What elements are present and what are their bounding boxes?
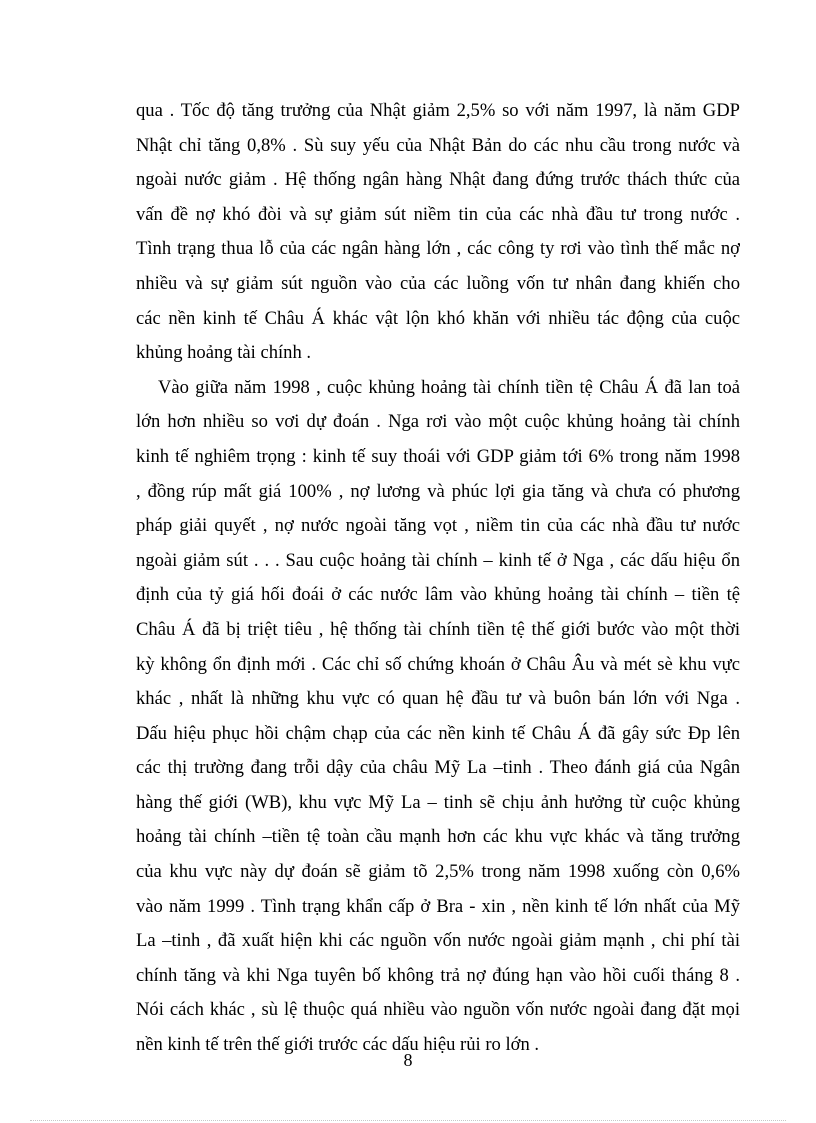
text-line: vào năm 1999 . Tình trạng khẩn cấp ở Bra - xin , nền kinh tế lớn nhất của Mỹ xyxy=(136,895,740,917)
text-line: khủng hoảng tài chính . xyxy=(136,342,312,364)
paragraph-1 xyxy=(136,94,740,371)
text-line: La –tinh , đã xuất hiện khi các nguồn vốn nước ngoài giảm mạnh , chi phí tài xyxy=(136,930,740,952)
text-line: nền kinh tế trên thế giới trước các dấu hiệu rủi ro lớn . xyxy=(136,1034,540,1056)
text-line: khác , nhất là những khu vực có quan hệ đầu tư và buôn bán lớn với Nga . xyxy=(136,688,740,710)
text-line: ngoài nước giảm . Hệ thống ngân hàng Nhật đang đứng trước thách thức của xyxy=(136,169,740,191)
body-text xyxy=(136,94,740,1063)
text-line: Châu Á đã bị triệt tiêu , hệ thống tài chính tiền tệ thế giới bước vào một thời xyxy=(136,618,740,640)
text-line: Nói cách khác , sù lệ thuộc quá nhiều vào nguồn vốn nước ngoài đang đặt mọi xyxy=(136,999,740,1021)
text-line: chính tăng và khi Nga tuyên bố không trả nợ đúng hạn vào hồi cuối tháng 8 . xyxy=(136,964,740,986)
text-line: hàng thế giới (WB), khu vực Mỹ La – tinh sẽ chịu ảnh hưởng từ cuộc khủng xyxy=(136,791,740,813)
text-line: Nhật chỉ tăng 0,8% . Sù suy yếu của Nhật Bản do các nhu cầu trong nước và xyxy=(136,134,740,156)
text-line: lớn hơn nhiều so vơi dự đoán . Nga rơi vào một cuộc khủng hoảng tài chính xyxy=(136,411,740,433)
text-line: , đồng rúp mất giá 100% , nợ lương và phúc lợi gia tăng và chưa có phương xyxy=(136,480,740,502)
text-line: Vào giữa năm 1998 , cuộc khủng hoảng tài chính tiền tệ Châu Á đã lan toả xyxy=(158,376,740,398)
text-line: các thị trường đang trỗi dậy của châu Mỹ La –tinh . Theo đánh giá của Ngân xyxy=(136,757,740,779)
text-line: vấn đề nợ khó đòi và sự giảm sút niềm tin của các nhà đầu tư trong nước . xyxy=(136,203,740,225)
text-line: pháp giải quyết , nợ nước ngoài tăng vọt , niềm tin của các nhà đầu tư nước xyxy=(136,515,740,537)
text-line: Dấu hiệu phục hồi chậm chạp của các nền kinh tế Châu Á đã gây sức Ðp lên xyxy=(136,722,740,744)
text-line: Tình trạng thua lỗ của các ngân hàng lớn , các công ty rơi vào tình thế mắc nợ xyxy=(136,238,740,260)
text-line: của khu vực này dự đoán sẽ giảm tõ 2,5% trong năm 1998 xuống còn 0,6% xyxy=(136,861,740,883)
paragraph-2 xyxy=(136,371,740,1063)
text-line: ngoài giảm sút . . . Sau cuộc hoảng tài chính – kinh tế ở Nga , các dấu hiệu ổn xyxy=(136,549,740,571)
text-line: qua . Tốc độ tăng trưởng của Nhật giảm 2,5% so với năm 1997, là năm GDP xyxy=(136,100,740,121)
text-line: các nền kinh tế Châu Á khác vật lộn khó khăn với nhiều tác động của cuộc xyxy=(136,307,740,329)
text-line: kỳ không ổn định mới . Các chỉ số chứng khoán ở Châu Âu và mét sè khu vực xyxy=(136,653,740,675)
text-line: hoảng tài chính –tiền tệ toàn cầu mạnh hơn các khu vực khác và tăng trưởng xyxy=(136,826,740,848)
page-bottom-divider xyxy=(30,1120,786,1121)
text-line: nhiều và sự giảm sút nguồn vào của các luồng vốn tư nhân đang khiến cho xyxy=(136,272,740,294)
text-line: kinh tế nghiêm trọng : kinh tế suy thoái với GDP giảm tới 6% trong năm 1998 xyxy=(136,445,740,467)
page-number: 8 xyxy=(403,1050,413,1070)
text-line: định của tỷ giá hối đoái ở các nước lâm vào khủng hoảng tài chính – tiền tệ xyxy=(136,584,740,606)
